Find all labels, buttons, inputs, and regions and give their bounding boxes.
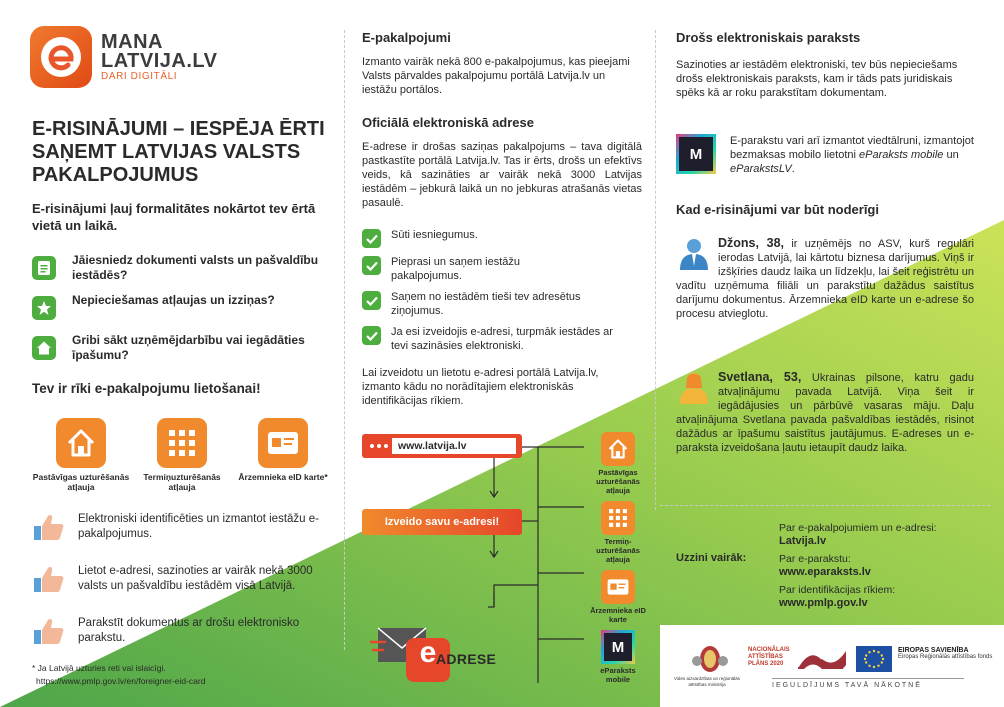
question-list (32, 253, 332, 373)
flow-tool-list (590, 432, 646, 690)
eu-title: EIROPAS SAVIENĪBA (898, 647, 969, 654)
list-item (32, 564, 332, 616)
paragraph-identification: Lai izveidotu un lietotu e-adresi portālā Latvija.lv, izmanto kādu no norādītajiem elektroniskās identifikācijas rīkiem. (362, 367, 599, 407)
funding-logos-strip (660, 625, 1004, 707)
businessman-icon (676, 236, 712, 272)
coat-of-arms-icon (690, 643, 730, 675)
eu-flag-icon (856, 646, 892, 672)
check-text: Sūti iesniegumus. (391, 229, 478, 241)
house-icon (56, 418, 106, 468)
list-item (362, 325, 642, 353)
column-divider-right (655, 30, 656, 510)
eu-text-block (898, 647, 1002, 662)
more-info-link[interactable]: Latvija.lv (779, 535, 827, 547)
logo-e-icon (30, 26, 92, 88)
tool-permanent-residence (32, 418, 130, 492)
e-adrese-label: ADRESE (436, 651, 497, 667)
star-icon (32, 296, 56, 320)
list-item (779, 584, 999, 610)
flow-tool-label: Termiņ-uzturēšanās atļauja (596, 537, 640, 564)
mobile-signature-block (676, 134, 986, 176)
flow-tool-label: eParaksts mobile (600, 666, 636, 684)
nap-2020-text: NACIONĀLAIS ATTĪSTĪBAS PLĀNS 2020 (748, 647, 790, 667)
thumbs-up-icon (32, 616, 66, 646)
house-icon (32, 336, 56, 360)
e-adrese-letter: e (419, 636, 437, 669)
window-dots-icon (370, 444, 388, 448)
more-info-link[interactable]: www.pmlp.gov.lv (779, 597, 868, 609)
eparaksts-mobile-icon: M (676, 134, 716, 174)
lead-text: E-risinājumi ļauj formalitātes nokārtot tev ērtā vietā un laikā. (32, 201, 316, 233)
main-title: E-RISINĀJUMI – IESPĒJA ĒRTI SAŅEMT LATVIJAS VALSTS PAKALPOJUMUS (32, 118, 325, 186)
url-text: www.latvija.lv (392, 438, 516, 454)
thumbs-up-icon (32, 512, 66, 542)
footnote (32, 662, 332, 688)
section-divider (660, 505, 990, 506)
flow-tool-temporary-residence (590, 501, 646, 564)
tools-title: Tev ir rīki e-pakalpojumu lietošanai! (32, 381, 261, 396)
uses-list (32, 512, 332, 668)
list-item (32, 293, 332, 333)
checkmark-icon (362, 291, 381, 310)
flow-tool-permanent-residence (590, 432, 646, 495)
url-bar[interactable] (362, 434, 522, 458)
footnote-link[interactable]: https://www.pmlp.gov.lv/en/foreigner-eid-card (36, 676, 206, 686)
tool-label: Ārzemnieka eID karte* (238, 472, 328, 482)
flow-tool-label: Pastāvīgas uzturēšanās atļauja (596, 468, 640, 495)
use-text: Parakstīt dokumentus ar drošu elektronisko parakstu. (78, 617, 300, 644)
persona-text: Ukrainas pilsone, katru gadu atvaļinājumu pavada Latvijā. Viņa šeit ir iegādājusies un pārbūvē vasaras māju. Daļu atvaļinājuma Svetlana pavada pašvaldības iestādēs, risinot dažādus ar īpašumu saistītus jautājumus. E-adreses un e-paraksta izveidošana ļautu ietaupīt daudz laika. (676, 372, 974, 454)
grid-icon (601, 501, 635, 535)
more-info-list (779, 522, 999, 615)
house-icon (601, 432, 635, 466)
logo-tagline: DARI DIGITĀLI (101, 70, 178, 82)
tool-label: Termiņuzturēšanās atļauja (143, 472, 221, 492)
checkmark-icon (362, 229, 381, 248)
list-item (362, 228, 642, 248)
app-name-eparaksts-mobile: eParaksts mobile (859, 149, 944, 161)
checkmark-icon (362, 326, 381, 345)
column-divider-left (344, 30, 345, 650)
mobile-text: E-parakstu vari arī izmantot viedtālruni, izmantojot bezmaksas mobilo lietotni (730, 135, 974, 161)
mobile-text-end: . (791, 163, 795, 175)
heading-signature: Drošs elektroniskais paraksts (676, 30, 861, 45)
question-text: Jāiesniedz dokumenti valsts un pašvaldību iestādēs? (72, 253, 319, 282)
woman-icon (676, 370, 712, 406)
tool-list (32, 418, 332, 492)
mobile-signature-text (730, 134, 980, 176)
flow-tool-eparaksts-mobile (590, 630, 646, 684)
use-text: Elektroniski identificēties un izmantot iestāžu e-pakalpojumus. (78, 513, 319, 540)
heading-e-services: E-pakalpojumi (362, 30, 451, 45)
slogan-text: IEGULDĪJUMS TAVĀ NĀKOTNĒ (772, 682, 922, 689)
ministry-text: Vides aizsardzības un reģionālās attīstības ministrija (674, 676, 740, 687)
check-list (362, 228, 642, 360)
id-card-icon (258, 418, 308, 468)
persona-name: Svetlana, 53, (718, 370, 802, 384)
checkmark-icon (362, 256, 381, 275)
eu-subtitle: Eiropas Reģionālās attīstības fonds (898, 654, 993, 660)
flow-tool-label: Ārzemnieka eID karte (590, 606, 646, 624)
paragraph-signature: Sazinoties ar iestādēm elektroniski, tev būs nepieciešams drošs elektroniskais paraksts, kam ir tāds pats juridiskais spēks kā ar roku parakstītam dokumentam. (676, 59, 958, 99)
list-item (362, 255, 642, 283)
slogan-rule (772, 678, 964, 679)
document-icon (32, 256, 56, 280)
list-item (32, 512, 332, 564)
check-text: Pieprasi un saņem iestāžu pakalpojumus. (391, 256, 521, 282)
id-card-icon (601, 570, 635, 604)
list-item (362, 290, 642, 318)
thumbs-up-icon (32, 564, 66, 594)
persona-name: Džons, 38, (718, 236, 785, 250)
tool-temporary-residence (133, 418, 231, 492)
flow-tool-eid-card (590, 570, 646, 624)
mobile-text-and: un (943, 149, 959, 161)
list-item (32, 333, 332, 373)
create-e-address-button[interactable]: Izveido savu e-adresi! (362, 509, 522, 535)
logo-line-1: MANA (101, 30, 163, 53)
heading-official-address: Oficiālā elektroniskā adrese (362, 115, 534, 130)
persona-dzons (676, 236, 974, 321)
heading-use-cases: Kad e-risinājumi var būt noderīgi (676, 202, 879, 217)
more-info-item-label: Par e-pakalpojumiem un e-adresi: (779, 522, 937, 534)
grid-icon (157, 418, 207, 468)
list-item (32, 616, 332, 668)
latvian-flag-ribbon-icon (796, 647, 848, 669)
tool-eid-card (234, 418, 332, 492)
paragraph-official-address: E-adrese ir drošas saziņas pakalpojums – tava digitālā pastkastīte portālā Latvija.lv. Tas ir ērts, drošs un efektīvs veids, kā sazināties ar vairāk nekā 3000 Latvijas iestādēm – jebkurā laikā un no jebkuras atrašanās vietas pasaulē. (362, 141, 642, 209)
more-info-link[interactable]: www.eparaksts.lv (779, 566, 871, 578)
check-text: Saņem no iestādēm tieši tev adresētus ziņojumus. (391, 291, 581, 317)
list-item (32, 253, 332, 293)
persona-text: ir uzņēmējs no ASV, kurš regulāri ierodas Latvijā, lai kārtotu biznesa darījumus. Viņš ir izšķīries daudz laika un līdzekļu, lai šeit reģistrētu un vadītu uzņēmuma filiāli un parakstītu dažādus saistītus darījumu dokumentus. Ārzemnieka eID karte un e-adrese šo procesu atvieglotu. (676, 238, 974, 320)
more-info-item-label: Par identifikācijas rīkiem: (779, 584, 896, 596)
eparaksts-mobile-icon: M (601, 630, 635, 664)
use-text: Lietot e-adresi, sazinoties ar vairāk nekā 3000 valsts un pašvaldību iestādēm visā Latvijā. (78, 565, 313, 592)
question-text: Nepieciešamas atļaujas un izziņas? (72, 293, 275, 307)
list-item (779, 522, 999, 548)
check-text: Ja esi izveidojis e-adresi, turpmāk iestādes ar tevi sazināsies elektroniski. (391, 326, 613, 352)
list-item (779, 553, 999, 579)
paragraph-e-services: Izmanto vairāk nekā 800 e-pakalpojumus, kas pieejami Valsts pārvaldes pakalpojumu portālā Latvija.lv un iestāžu portālos. (362, 56, 630, 96)
question-text: Gribi sākt uzņēmējdarbību vai iegādāties īpašumu? (72, 333, 305, 362)
more-info-item-label: Par e-parakstu: (779, 553, 851, 565)
more-info-label: Uzzini vairāk: (676, 552, 747, 564)
logo-line-2: LATVIJA.LV (101, 49, 218, 72)
persona-svetlana (676, 370, 974, 455)
footnote-text: * Ja Latvijā uzturies reti vai islaicīgi. (32, 663, 166, 673)
app-name-eparakstslv: eParakstsLV (730, 163, 792, 175)
tool-label: Pastāvīgas uzturēšanās atļauja (32, 472, 130, 492)
mana-latvija-logo (30, 26, 217, 88)
